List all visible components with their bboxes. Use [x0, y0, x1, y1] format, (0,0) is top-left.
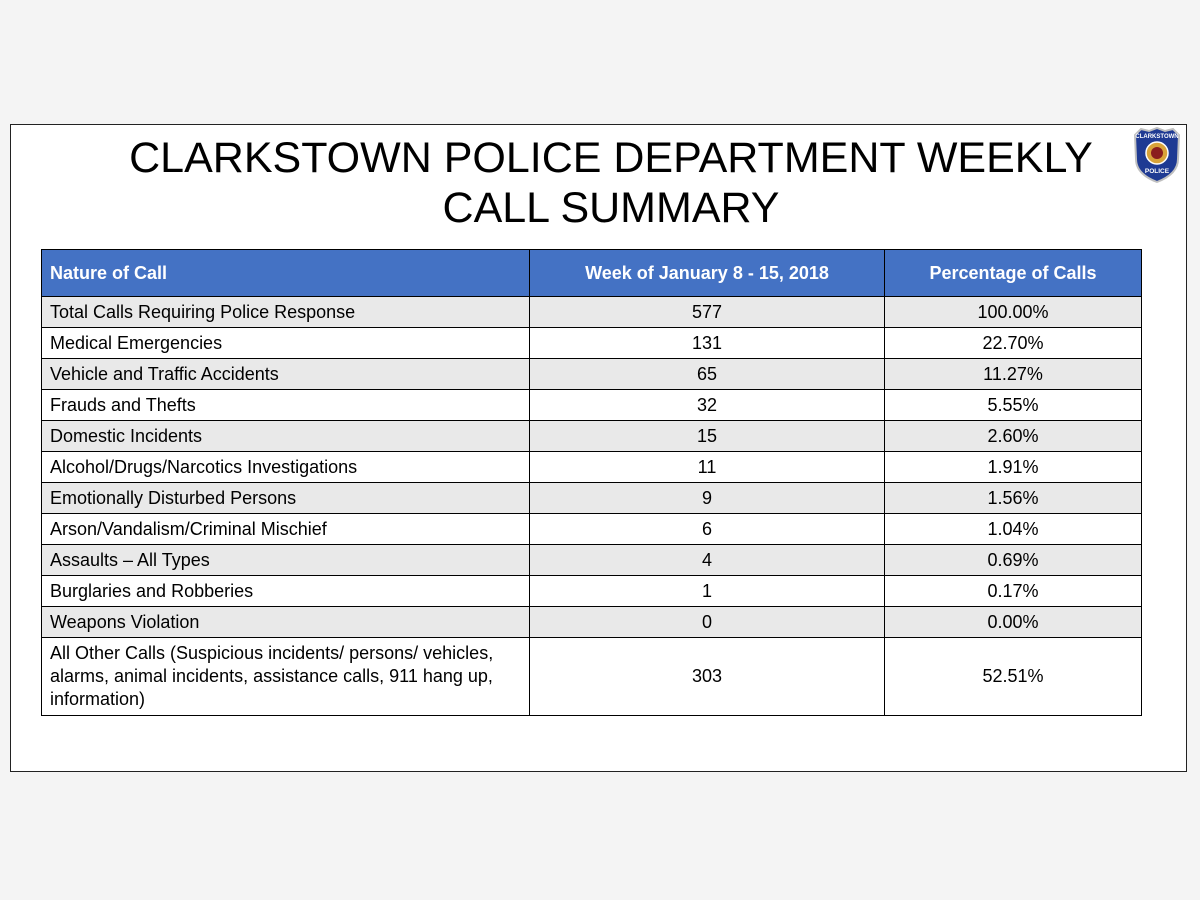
cell-count: 9: [530, 483, 885, 514]
table-row: [42, 607, 1142, 638]
cell-nature: Total Calls Requiring Police Response: [42, 297, 530, 328]
cell-count: 15: [530, 421, 885, 452]
cell-count: 303: [530, 638, 885, 716]
cell-percentage: 1.91%: [885, 452, 1142, 483]
cell-nature: Alcohol/Drugs/Narcotics Investigations: [42, 452, 530, 483]
cell-percentage: 2.60%: [885, 421, 1142, 452]
cell-nature: Vehicle and Traffic Accidents: [42, 359, 530, 390]
cell-percentage: 1.56%: [885, 483, 1142, 514]
badge-top-text: CLARKSTOWN: [1135, 134, 1179, 140]
header-percentage: Percentage of Calls: [885, 250, 1142, 297]
header-week: Week of January 8 - 15, 2018: [530, 250, 885, 297]
table-row: [42, 576, 1142, 607]
cell-nature: Frauds and Thefts: [42, 390, 530, 421]
cell-percentage: 52.51%: [885, 638, 1142, 716]
cell-percentage: 11.27%: [885, 359, 1142, 390]
cell-count: 4: [530, 545, 885, 576]
cell-count: 65: [530, 359, 885, 390]
cell-nature: Domestic Incidents: [42, 421, 530, 452]
cell-count: 131: [530, 328, 885, 359]
title-line-2: CALL SUMMARY: [442, 184, 780, 232]
table-row: [42, 421, 1142, 452]
header-nature-of-call: Nature of Call: [42, 250, 530, 297]
cell-percentage: 0.69%: [885, 545, 1142, 576]
table-row: [42, 390, 1142, 421]
cell-count: 1: [530, 576, 885, 607]
cell-percentage: 1.04%: [885, 514, 1142, 545]
cell-count: 577: [530, 297, 885, 328]
table-row: [42, 359, 1142, 390]
cell-count: 6: [530, 514, 885, 545]
cell-percentage: 0.00%: [885, 607, 1142, 638]
table-header-row: [42, 250, 1142, 297]
cell-nature: Assaults – All Types: [42, 545, 530, 576]
cell-nature: Arson/Vandalism/Criminal Mischief: [42, 514, 530, 545]
cell-nature: Burglaries and Robberies: [42, 576, 530, 607]
table-row: [42, 452, 1142, 483]
cell-nature: Medical Emergencies: [42, 328, 530, 359]
cell-percentage: 22.70%: [885, 328, 1142, 359]
cell-count: 11: [530, 452, 885, 483]
table-row: [42, 514, 1142, 545]
police-badge-icon: [1134, 127, 1180, 183]
cell-nature: All Other Calls (Suspicious incidents/ persons/ vehicles, alarms, animal incidents, assistance calls, 911 hang up, information): [42, 638, 530, 716]
badge-bottom-text: POLICE: [1144, 168, 1170, 175]
slide: [10, 124, 1187, 772]
table-row: [42, 328, 1142, 359]
table-row: [42, 483, 1142, 514]
table-row: [42, 545, 1142, 576]
cell-count: 32: [530, 390, 885, 421]
cell-nature: Emotionally Disturbed Persons: [42, 483, 530, 514]
cell-nature: Weapons Violation: [42, 607, 530, 638]
cell-percentage: 100.00%: [885, 297, 1142, 328]
call-summary-table: [41, 249, 1142, 716]
table-row: [42, 638, 1142, 716]
cell-percentage: 0.17%: [885, 576, 1142, 607]
page-title: [71, 133, 1151, 233]
title-line-1: CLARKSTOWN POLICE DEPARTMENT WEEKLY: [129, 134, 1093, 182]
cell-count: 0: [530, 607, 885, 638]
table-row: [42, 297, 1142, 328]
cell-percentage: 5.55%: [885, 390, 1142, 421]
